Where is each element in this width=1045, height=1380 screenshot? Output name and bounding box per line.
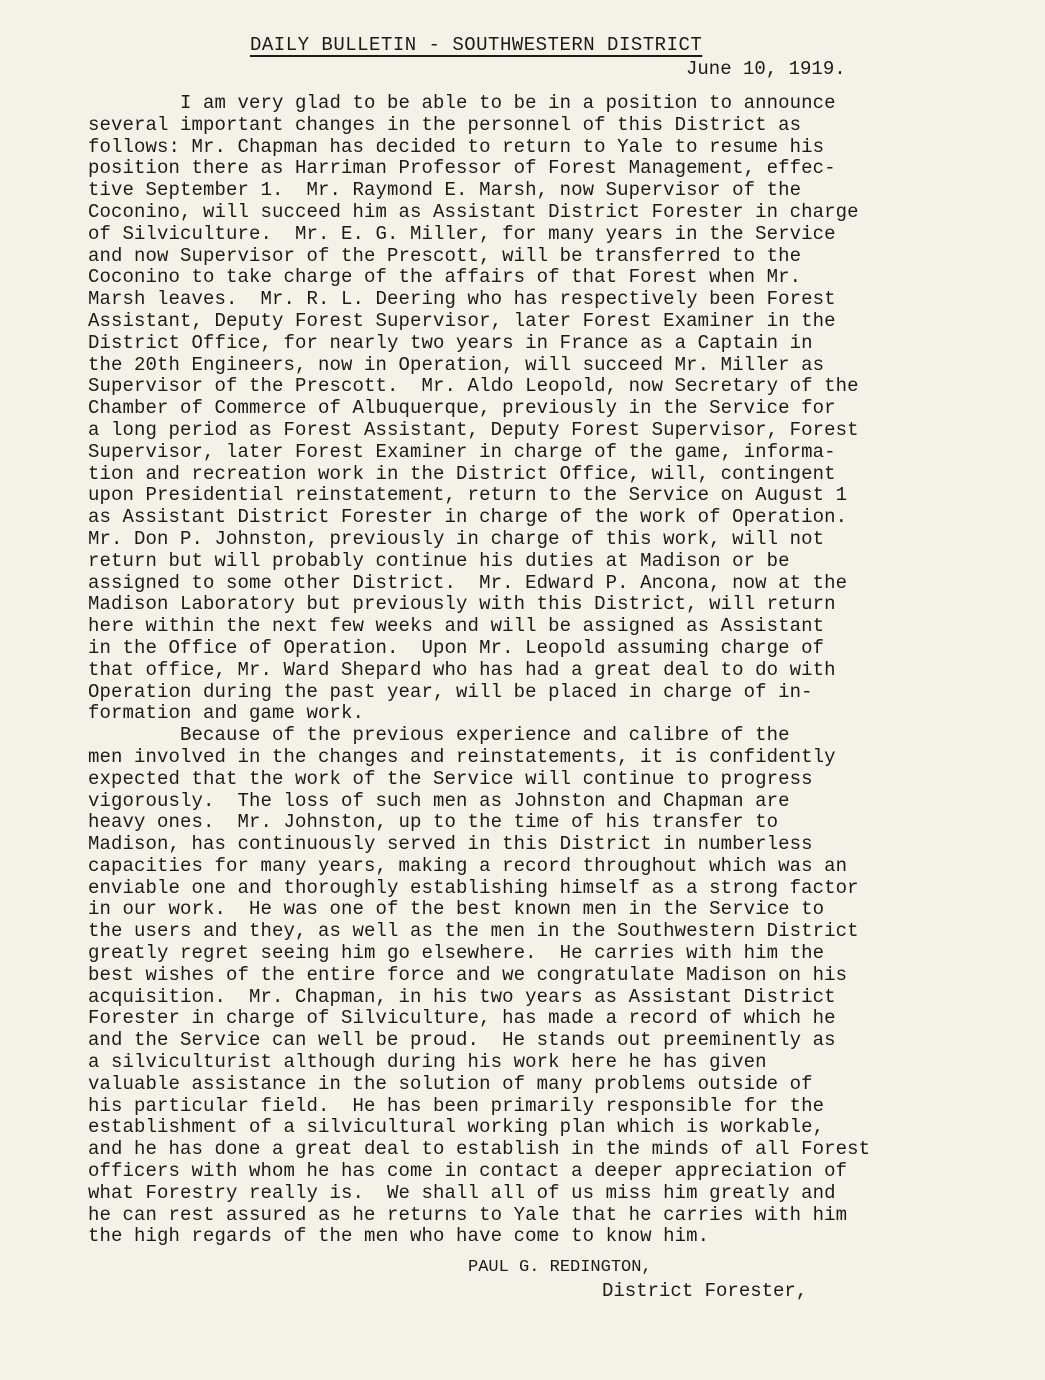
body-line: Coconino, will succeed him as Assistant District Forester in charge [88,200,859,223]
body-line: I am very glad to be able to be in a position to announce [88,92,836,114]
body-line: Marsh leaves. Mr. R. L. Deering who has respectively been Forest [88,288,836,311]
signature-title: District Forester, [602,1280,808,1302]
body-line: Because of the previous experience and calibre of the [88,724,790,747]
body-line: Assistant, Deputy Forest Supervisor, later Forest Examiner in the [88,309,836,332]
body-line: the high regards of the men who have come to know him. [88,1225,710,1248]
body-line: tive September 1. Mr. Raymond E. Marsh, now Supervisor of the [88,179,802,202]
body-line: expected that the work of the Service will continue to progress [88,767,813,790]
body-line: of Silviculture. Mr. E. G. Miller, for many years in the Service [88,222,836,245]
body-line: and he has done a great deal to establish in the minds of all Forest [88,1138,871,1161]
page-title: DAILY BULLETIN - SOUTHWESTERN DISTRICT [250,34,703,56]
body-line: that office, Mr. Ward Shepard who has had a great deal to do with [88,658,836,681]
body-line: valuable assistance in the solution of many problems outside of [88,1072,813,1095]
body-line: several important changes in the personnel of this District as [88,113,802,136]
body-line: position there as Harriman Professor of Forest Management, effec- [88,157,836,180]
body-line: here within the next few weeks and will be assigned as Assistant [88,615,825,638]
body-line: greatly regret seeing him go elsewhere. He carries with him the [88,942,825,965]
body-line: follows: Mr. Chapman has decided to return to Yale to resume his [88,135,825,158]
body-line: what Forestry really is. We shall all of us miss him greatly and [88,1181,836,1204]
body-line: his particular field. He has been primarily responsible for the [88,1094,825,1117]
body-line: Supervisor of the Prescott. Mr. Aldo Leopold, now Secretary of the [88,375,859,398]
body-line: formation and game work. [88,702,365,725]
body-line: the 20th Engineers, now in Operation, will succeed Mr. Miller as [88,353,825,376]
body-line: as Assistant District Forester in charge of the work of Operation. [88,506,848,529]
body-line: Madison, has continuously served in this District in numberless [88,833,813,856]
bulletin-date: June 10, 1919. [686,58,846,80]
body-line: establishment of a silvicultural working plan which is workable, [88,1116,825,1139]
body-line: officers with whom he has come in contact a deeper appreciation of [88,1160,848,1183]
body-line: a long period as Forest Assistant, Deputy Forest Supervisor, Forest [88,418,859,441]
body-line: tion and recreation work in the District Office, will, contingent [88,462,836,485]
body-line: vigorously. The loss of such men as Johnston and Chapman are [88,789,790,812]
body-line: and now Supervisor of the Prescott, will be transferred to the [88,244,802,267]
body-line: enviable one and thoroughly establishing himself as a strong factor [88,876,859,899]
body-line: acquisition. Mr. Chapman, in his two years as Assistant District [88,985,836,1008]
body-line: Forester in charge of Silviculture, has made a record of which he [88,1007,836,1030]
body-line: a silviculturist although during his work here he has given [88,1051,767,1074]
body-line: best wishes of the entire force and we congratulate Madison on his [88,963,848,986]
body-line: heavy ones. Mr. Johnston, up to the time of his transfer to [88,811,779,834]
body-line: assigned to some other District. Mr. Edward P. Ancona, now at the [88,571,848,594]
body-line: District Office, for nearly two years in France as a Captain in [88,331,813,354]
body-line: Mr. Don P. Johnston, previously in charge of this work, will not [88,527,825,550]
body-line: upon Presidential reinstatement, return to the Service on August 1 [88,484,848,507]
body-line: Chamber of Commerce of Albuquerque, previously in the Service for [88,397,836,420]
body-line: Madison Laboratory but previously with this District, will return [88,593,836,616]
body-line: the users and they, as well as the men in the Southwestern District [88,920,859,943]
bulletin-body [88,93,870,1248]
body-line: and the Service can well be proud. He stands out preeminently as [88,1029,836,1052]
body-line: men involved in the changes and reinstatements, it is confidently [88,745,836,768]
body-line: in the Office of Operation. Upon Mr. Leopold assuming charge of [88,636,825,659]
body-line: in our work. He was one of the best known men in the Service to [88,898,825,921]
body-line: capacities for many years, making a record throughout which was an [88,854,848,877]
body-line: Supervisor, later Forest Examiner in charge of the game, informa- [88,440,836,463]
body-line: he can rest assured as he returns to Yale that he carries with him [88,1203,848,1226]
body-line: Coconino to take charge of the affairs of that Forest when Mr. [88,266,802,289]
body-line: return but will probably continue his duties at Madison or be [88,549,790,572]
body-line: Operation during the past year, will be placed in charge of in- [88,680,813,703]
signature-name: PAUL G. REDINGTON, [468,1258,652,1277]
